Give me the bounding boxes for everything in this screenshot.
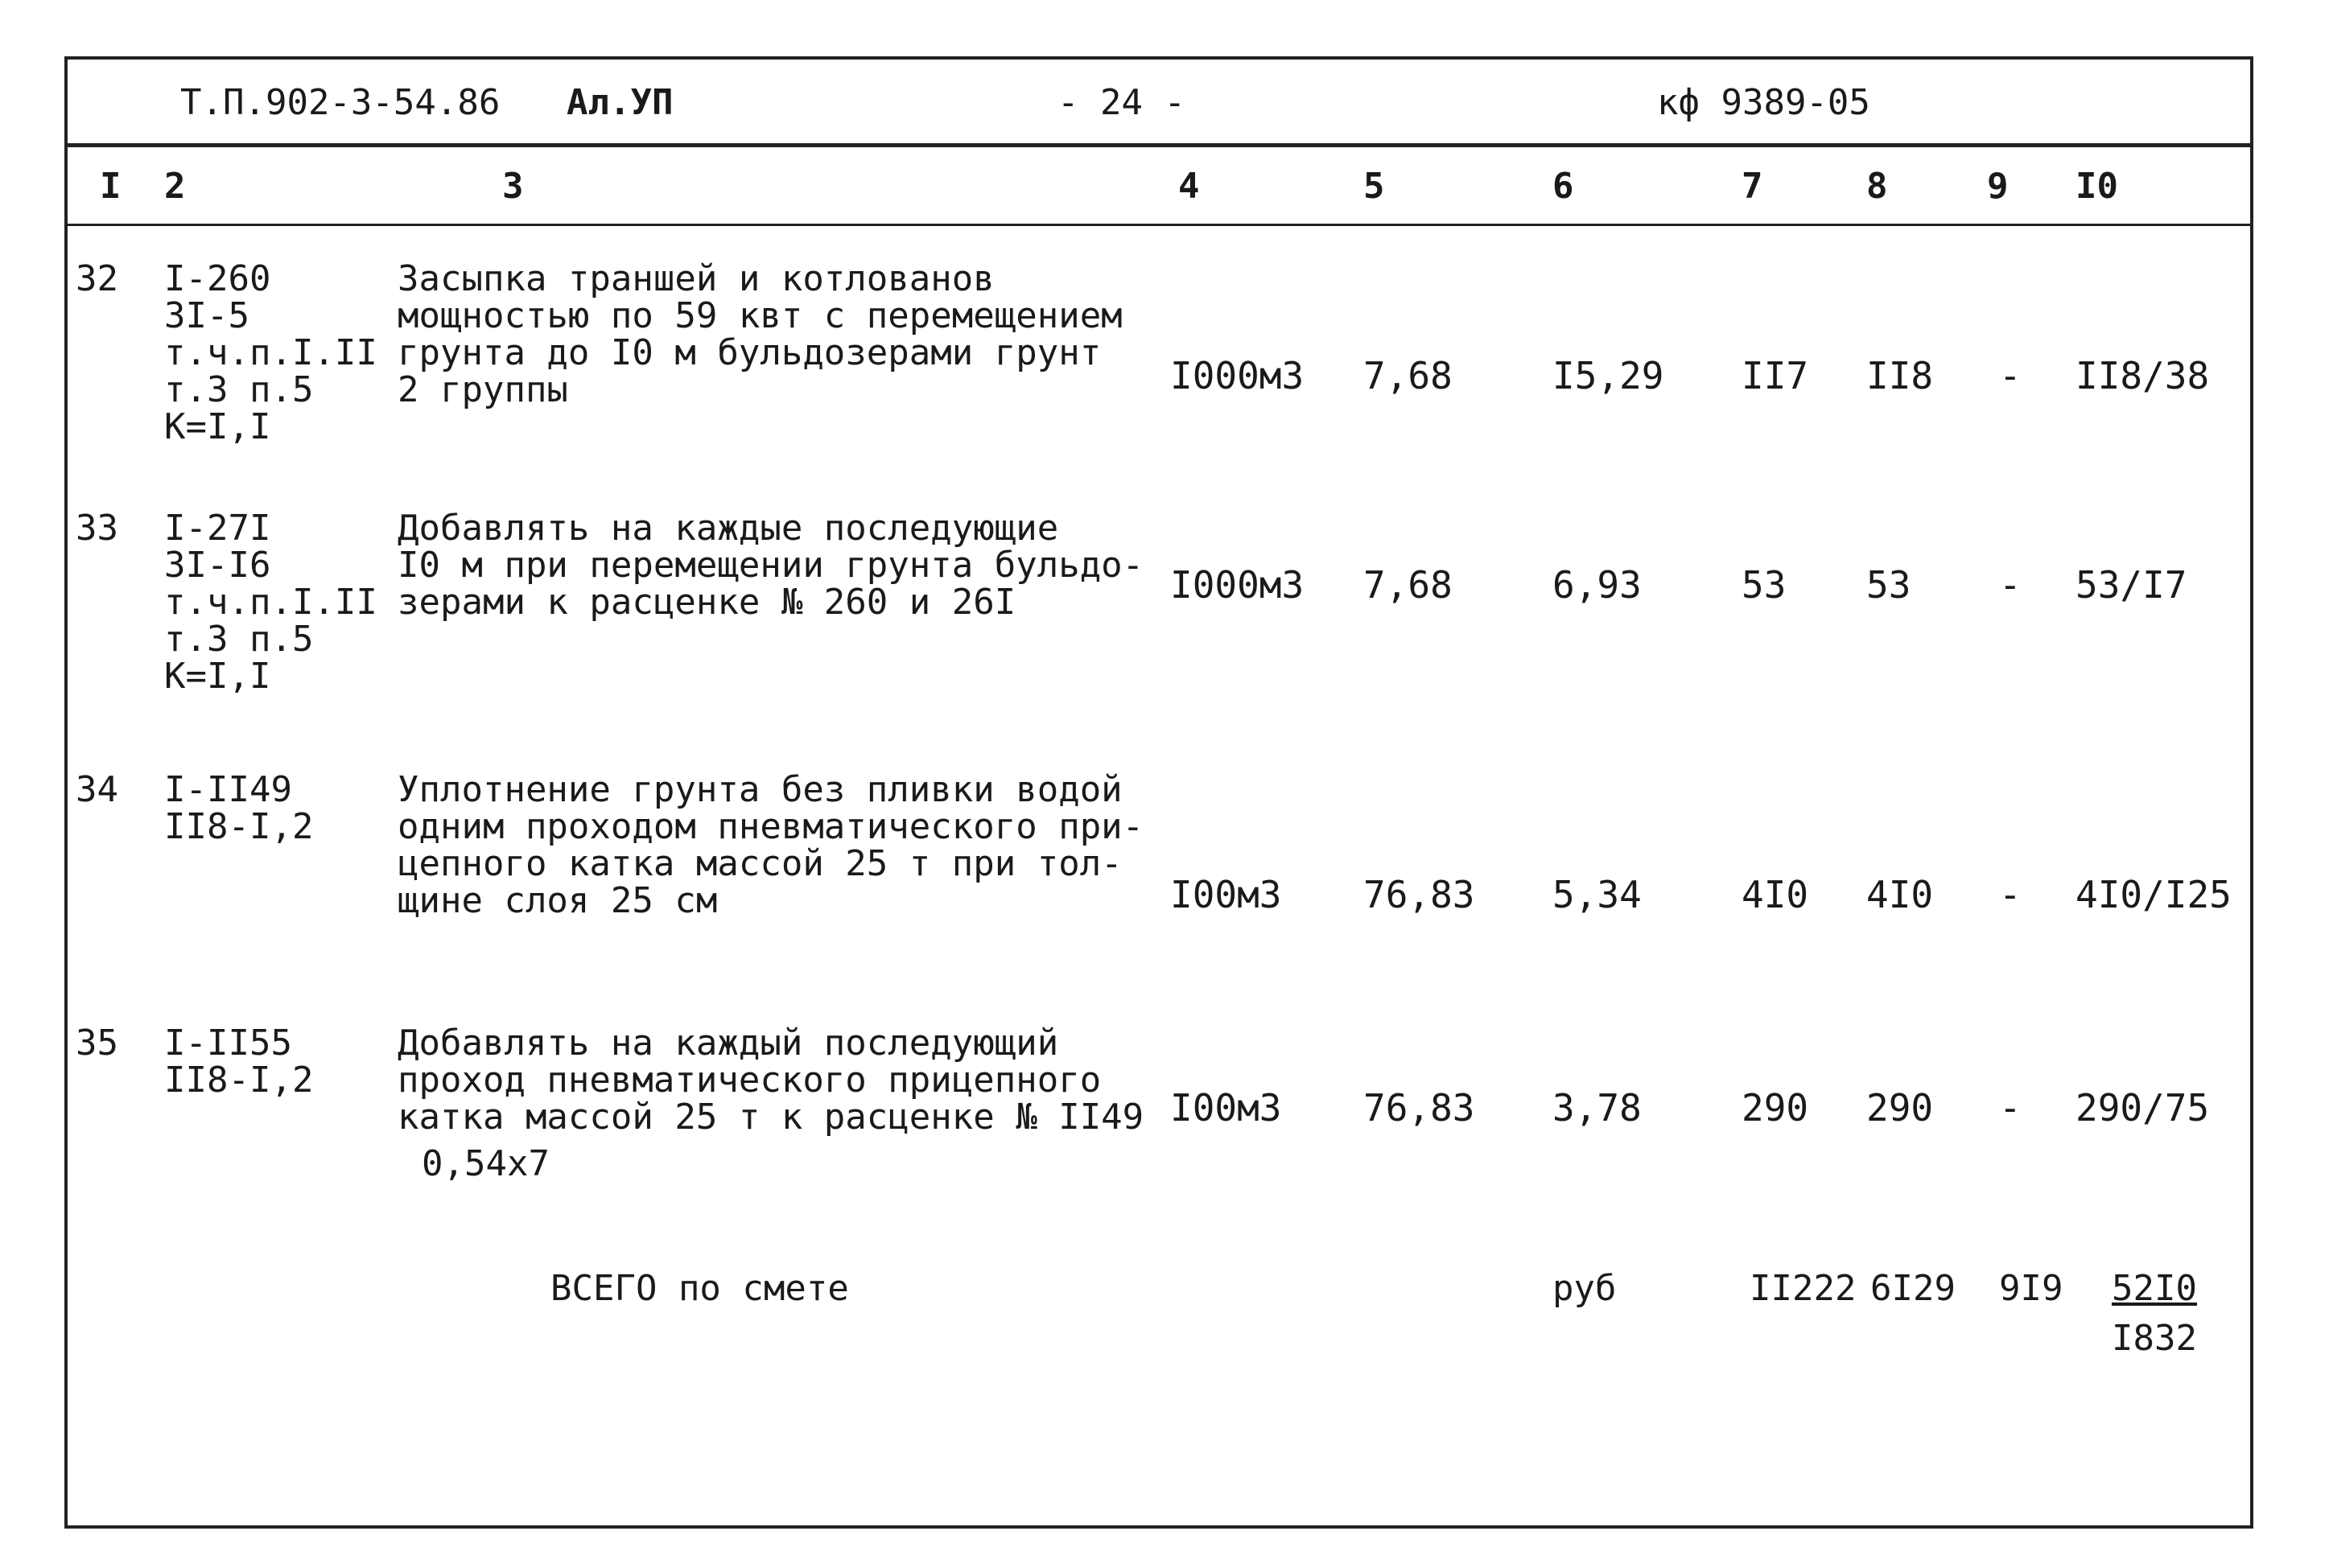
unit-price: 6,93 bbox=[1552, 563, 1642, 607]
rate-code: I-260 3I-5 т.ч.п.I.II т.3 п.5 К=I,I bbox=[164, 258, 377, 447]
col-4-number: 4 bbox=[1178, 166, 1200, 207]
col-9-number: 9 bbox=[1987, 166, 2009, 207]
row-number: 35 bbox=[76, 1023, 118, 1064]
col-8-value: 4I0 bbox=[1866, 873, 1934, 916]
col-7-number: 7 bbox=[1742, 166, 1763, 207]
col-8-number: 8 bbox=[1866, 166, 1888, 207]
col-2-number: 2 bbox=[164, 166, 186, 207]
col-6-number: 6 bbox=[1552, 166, 1574, 207]
col-10-value: 53/I7 bbox=[2075, 563, 2187, 607]
col-9-value: - bbox=[1999, 1086, 2022, 1130]
col-7-value: 4I0 bbox=[1742, 873, 1809, 916]
col-8-value: 290 bbox=[1866, 1086, 1934, 1130]
col-10-number: I0 bbox=[2075, 166, 2118, 207]
col-7-value: 53 bbox=[1742, 563, 1787, 607]
total-col-9: 9I9 bbox=[1999, 1268, 2063, 1309]
unit: I00м3 bbox=[1170, 873, 1282, 916]
rate-code: I-27I 3I-I6 т.ч.п.I.II т.3 п.5 К=I,I bbox=[164, 508, 377, 697]
quantity: 7,68 bbox=[1363, 354, 1453, 397]
row-number: 34 bbox=[76, 769, 118, 810]
row-number: 32 bbox=[76, 258, 118, 299]
work-description: Добавлять на каждые последующие I0 м при перемещении грунта бульдо- зерами к расценке № 260 и 26I bbox=[398, 508, 1144, 623]
col-7-value: II7 bbox=[1742, 354, 1809, 397]
total-col-10-denominator: I832 bbox=[2112, 1318, 2197, 1359]
quantity: 76,83 bbox=[1363, 873, 1475, 916]
column-number-row bbox=[68, 143, 2250, 226]
row-number: 33 bbox=[76, 508, 118, 549]
unit-price: I5,29 bbox=[1552, 354, 1664, 397]
unit: I000м3 bbox=[1170, 563, 1305, 607]
col-10-value: II8/38 bbox=[2075, 354, 2210, 397]
work-description: Засыпка траншей и котлованов мощностью по 59 квт с перемещением грунта до I0 м бульдозерами грунт 2 группы bbox=[398, 258, 1123, 410]
album-label: Ал.УП bbox=[567, 82, 674, 123]
total-col-8: 6I29 bbox=[1870, 1268, 1956, 1309]
col-10-value: 290/75 bbox=[2075, 1086, 2210, 1130]
total-col-7: II222 bbox=[1750, 1268, 1857, 1309]
quantity: 7,68 bbox=[1363, 563, 1453, 607]
rate-code: I-II55 II8-I,2 bbox=[164, 1023, 314, 1101]
col-8-value: II8 bbox=[1866, 354, 1934, 397]
unit: I000м3 bbox=[1170, 354, 1305, 397]
calc-note: 0,54х7 bbox=[422, 1143, 550, 1184]
col-5-number: 5 bbox=[1363, 166, 1385, 207]
sheet-header bbox=[68, 60, 2250, 147]
archive-stamp: кф 9389-05 bbox=[1657, 82, 1870, 123]
col-1-number: I bbox=[100, 166, 122, 207]
col-8-value: 53 bbox=[1866, 563, 1911, 607]
doc-code: Т.П.902-3-54.86 bbox=[180, 82, 501, 123]
col-10-value: 4I0/I25 bbox=[2075, 873, 2232, 916]
page-number: - 24 - bbox=[1057, 82, 1185, 123]
col-7-value: 290 bbox=[1742, 1086, 1809, 1130]
unit: I00м3 bbox=[1170, 1086, 1282, 1130]
total-col-10-numerator: 52I0 bbox=[2112, 1268, 2197, 1309]
col-9-value: - bbox=[1999, 563, 2022, 607]
col-3-number: 3 bbox=[502, 166, 524, 207]
total-label: ВСЕГО по смете bbox=[550, 1268, 849, 1309]
work-description: Добавлять на каждый последующий проход пневматического прицепного катка массой 25 т к расценке № II49 bbox=[398, 1023, 1144, 1138]
unit-price: 5,34 bbox=[1552, 873, 1642, 916]
unit-price: 3,78 bbox=[1552, 1086, 1642, 1130]
estimate-sheet bbox=[64, 56, 2253, 1529]
col-9-value: - bbox=[1999, 354, 2022, 397]
rate-code: I-II49 II8-I,2 bbox=[164, 769, 314, 847]
work-description: Уплотнение грунта без пливки водой одним проходом пневматического при- цепного катка массой 25 т при тол- щине слоя 25 см bbox=[398, 769, 1144, 921]
col-9-value: - bbox=[1999, 873, 2022, 916]
quantity: 76,83 bbox=[1363, 1086, 1475, 1130]
total-unit: руб bbox=[1552, 1268, 1617, 1309]
